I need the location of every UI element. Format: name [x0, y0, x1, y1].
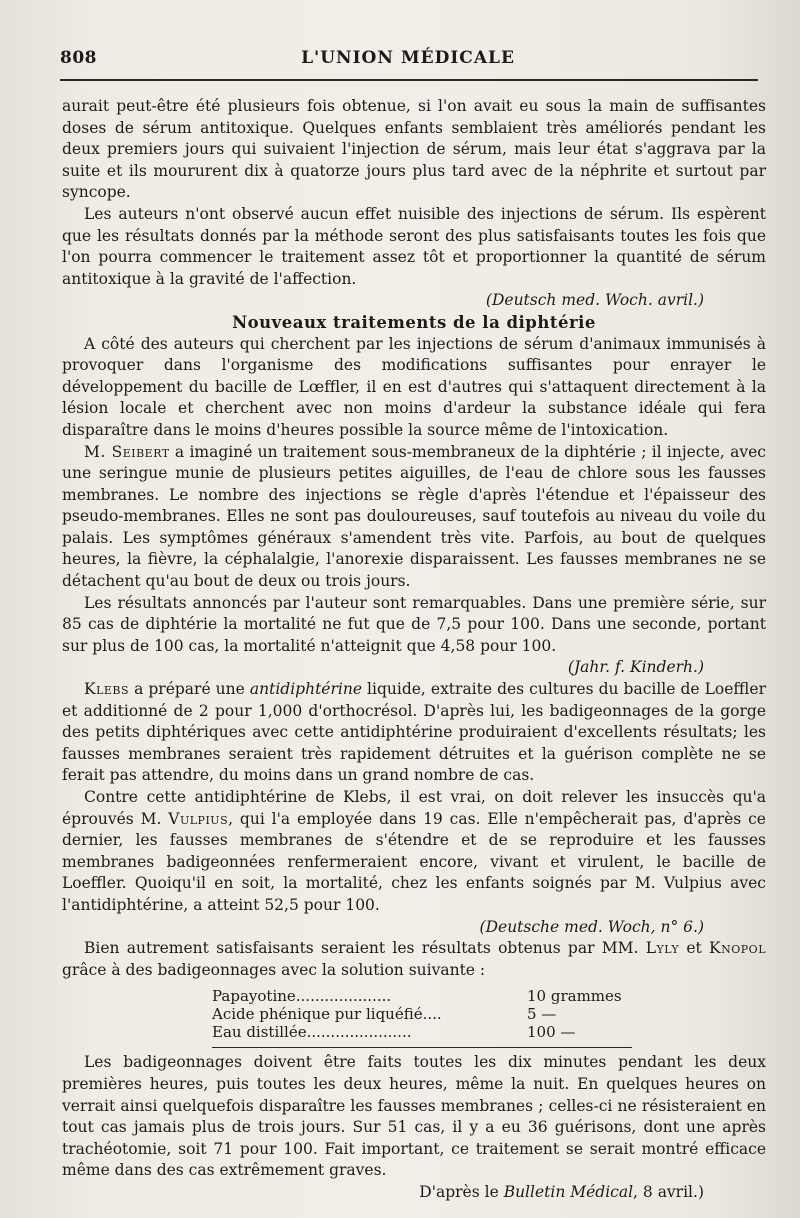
- paragraph-vulpius-text-a: Contre cette antidiphtérine de Klebs, il est vrai, on doit relever les insuccès qu'a éprouvés M.: [62, 788, 766, 828]
- paragraph-lyly-knopol: [62, 938, 766, 981]
- paragraph-vulpius: [62, 787, 766, 917]
- paragraph-seibert: [62, 442, 766, 593]
- recipe-table: [212, 987, 632, 1048]
- paragraph-klebs-text-b: liquide, extraite des cultures du bacille de Loeffler et additionné de 2 pour 1,000 d'orthocrésol. D'après lui, les badigeonnages de la gorge des petits diphtériques avec cette antidiphtérine produiraient d'excellents résultats; les fausses membranes seraient très rapidement détruites et la guérison complète ne se ferait pas attendre, du moins dans un grand nombre de cas.: [62, 680, 766, 785]
- paragraph-lyly-text-a: Bien autrement satisfaisants seraient les résultats obtenus par MM.: [84, 939, 639, 958]
- author-name-vulpius: Vulpius: [168, 809, 229, 828]
- citation-bulletin-c: , 8 avril.): [633, 1182, 704, 1201]
- author-name-klebs: Klebs: [84, 680, 130, 699]
- recipe-quantity: 5 —: [527, 1005, 557, 1024]
- article-body: [62, 96, 766, 1204]
- page-number: 808: [60, 48, 97, 68]
- recipe-quantity: 100 —: [527, 1023, 576, 1042]
- page-header: [60, 48, 756, 78]
- paragraph-seibert-text: a imaginé un traitement sous-membraneux de la diphtérie ; il injecte, avec une seringue munie de plusieurs petites aiguilles, de l'eau de chlore sous les fausses membranes. Le nombre des injections se règle d'après l'étendue et l'épaisseur des pseudo-membranes. Elles ne sont pas douloureuses, sauf toutefois au niveau du voile du palais. Les symptômes généraux s'amendent très vite. Parfois, au bout de quelques heures, la fièvre, la céphalalgie, l'anorexie disparaissent. Les fausses membranes ne se détachent qu'au bout de deux ou trois jours.: [62, 442, 766, 591]
- header-rule: [60, 79, 758, 81]
- author-name-knopol: Knopol: [709, 939, 766, 958]
- recipe-row: [212, 987, 632, 1005]
- paragraph-lyly-text-b: grâce à des badigeonnages avec la solution suivante :: [62, 960, 486, 979]
- paragraph-klebs: [62, 679, 766, 787]
- paragraph-vulpius-text-b: , qui l'a employée dans 19 cas. Elle n'empêcherait pas, d'après ce dernier, les fausses membranes de s'étendre et de se reproduire et les fausses membranes badigeonnées renfermeraient encore, vivant et virulent, le bacille de Loeffler. Quoiqu'il en soit, la mortalité, chez les enfants soignés par M. Vulpius avec l'antidiphtérine, a atteint 52,5 pour 100.: [62, 809, 766, 914]
- recipe-divider: [212, 1047, 632, 1048]
- recipe-ingredient: Papayotine....................: [212, 987, 392, 1006]
- paragraph-badigeonnages: Les badigeonnages doivent être faits toutes les dix minutes pendant les deux premières heures, puis toutes les deux heures, même la nuit. En quelques heures on verrait ainsi quelquefois disparaître les fausses membranes ; celles-ci ne résisteraient en tout cas jamais plus de trois jours. Sur 51 cas, il y a eu 36 guérisons, dont une après trachéotomie, soit 71 pour 100. Fait important, ce traitement se serait montré efficace même dans des cas extrêmement graves.: [62, 1053, 766, 1180]
- recipe-row: [212, 1005, 632, 1023]
- recipe-ingredient: Eau distillée......................: [212, 1023, 412, 1042]
- citation-deutsche-med-woch: (Deutsche med. Woch, n° 6.): [479, 917, 704, 936]
- paragraph-intro-treatments: A côté des auteurs qui cherchent par les injections de sérum d'animaux immunisés à provoquer dans l'organisme des modifications suffisantes pour enrayer le développement du bacille de Lœffler, il en est d'autres qui s'attaquent directement à la lésion locale et cherchent avec non moins d'ardeur la substance idéale qui fera disparaître dans le moins d'heures possible la source même de l'intoxication.: [62, 334, 766, 439]
- paragraph-lyly-and: et: [686, 939, 702, 958]
- recipe-quantity: 10 grammes: [527, 987, 622, 1006]
- citation-bulletin-a: D'après le: [419, 1182, 499, 1201]
- paragraph-continuation: aurait peut-être été plusieurs fois obtenue, si l'on avait eu sous la main de suffisantes doses de sérum antitoxique. Quelques enfants semblaient très améliorés pendant les deux premiers jours qui suivaient l'injection de sérum, mais leur état s'aggrava par la suite et ils moururent dix à quatorze jours plus tard avec de la néphrite et surtout par syncope.: [62, 97, 766, 202]
- paragraph-results: Les résultats annoncés par l'auteur sont remarquables. Dans une première série, sur 85 cas de diphtérie la mortalité ne fut que de 7,5 pour 100. Dans une seconde, portant sur plus de 100 cas, la mortalité n'atteignit que 4,58 pour 100.: [62, 593, 766, 655]
- citation-jahr-kinderh: (Jahr. f. Kinderh.): [567, 658, 704, 677]
- citation-deutsch-med: (Deutsch med. Woch. avril.): [485, 291, 704, 310]
- recipe-row: [212, 1023, 632, 1041]
- citation-bulletin-medical: [62, 1182, 766, 1204]
- paragraph-klebs-text-a: a préparé une: [134, 680, 245, 699]
- citation-bulletin-title: Bulletin Médical: [503, 1182, 634, 1201]
- recipe-ingredient: Acide phénique pur liquéfié....: [212, 1005, 442, 1024]
- term-antidiphterine: antidiphtérine: [249, 680, 362, 699]
- author-name-lyly: Lyly: [645, 939, 680, 958]
- paragraph-authors-observations: Les auteurs n'ont observé aucun effet nuisible des injections de sérum. Ils espèrent que les résultats donnés par la méthode seront des plus satisfaisants toutes les fois que l'on pourra commencer le traitement assez tôt et proportionner la quantité de sérum antitoxique à la gravité de l'affection.: [62, 204, 766, 288]
- author-name-seibert: M. Seibert: [84, 442, 170, 461]
- section-title: Nouveaux traitements de la diphtérie: [232, 312, 596, 332]
- running-title: L'UNION MÉDICALE: [301, 48, 515, 68]
